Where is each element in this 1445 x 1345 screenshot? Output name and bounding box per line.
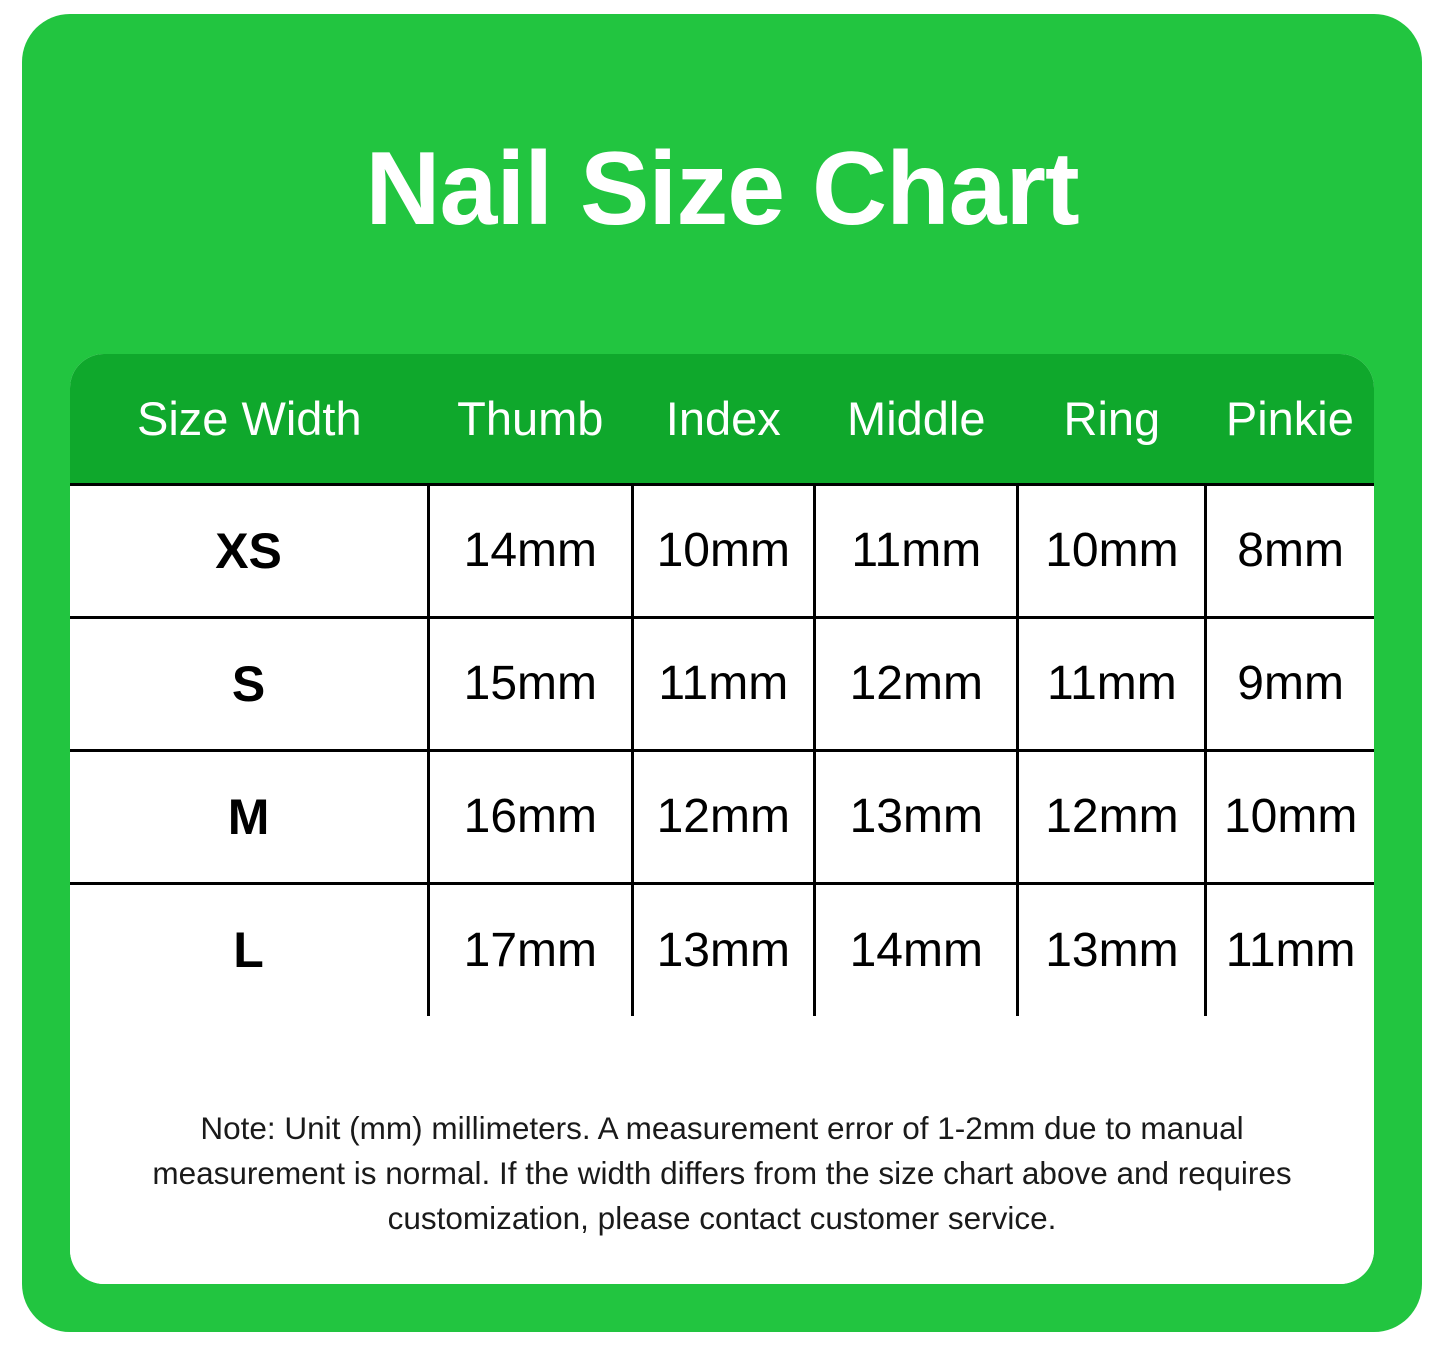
cell-thumb: 15mm (429, 617, 632, 750)
cell-ring: 11mm (1018, 617, 1206, 750)
cell-thumb: 14mm (429, 484, 632, 617)
cell-index: 10mm (632, 484, 815, 617)
cell-middle: 11mm (815, 484, 1018, 617)
column-header-index: Index (632, 354, 815, 484)
cell-size: M (70, 750, 429, 883)
cell-pinkie: 11mm (1206, 883, 1374, 1016)
cell-middle: 12mm (815, 617, 1018, 750)
cell-middle: 13mm (815, 750, 1018, 883)
chart-card (22, 14, 1422, 1332)
cell-thumb: 17mm (429, 883, 632, 1016)
cell-size: L (70, 883, 429, 1016)
table-row (70, 484, 1374, 617)
cell-pinkie: 9mm (1206, 617, 1374, 750)
cell-pinkie: 10mm (1206, 750, 1374, 883)
table-header (70, 354, 1374, 484)
cell-ring: 13mm (1018, 883, 1206, 1016)
cell-middle: 14mm (815, 883, 1018, 1016)
cell-index: 11mm (632, 617, 815, 750)
table-row (70, 883, 1374, 1016)
size-table-container (70, 354, 1374, 1284)
cell-ring: 12mm (1018, 750, 1206, 883)
column-header-pinkie: Pinkie (1206, 354, 1374, 484)
page-title: Nail Size Chart (365, 131, 1079, 247)
cell-thumb: 16mm (429, 750, 632, 883)
cell-size: S (70, 617, 429, 750)
column-header-ring: Ring (1018, 354, 1206, 484)
cell-index: 13mm (632, 883, 815, 1016)
table-body (70, 484, 1374, 1016)
cell-ring: 10mm (1018, 484, 1206, 617)
column-header-thumb: Thumb (429, 354, 632, 484)
column-header-size-width: Size Width (70, 354, 429, 484)
cell-size: XS (70, 484, 429, 617)
measurement-note: Note: Unit (mm) millimeters. A measurement error of 1-2mm due to manual measurement is normal. If the width differs from the size chart above and requires customization, please contact customer service. (70, 1084, 1374, 1284)
cell-index: 12mm (632, 750, 815, 883)
table-row (70, 750, 1374, 883)
column-header-middle: Middle (815, 354, 1018, 484)
table-header-row (70, 354, 1374, 484)
size-table (70, 354, 1374, 1016)
cell-pinkie: 8mm (1206, 484, 1374, 617)
table-row (70, 617, 1374, 750)
